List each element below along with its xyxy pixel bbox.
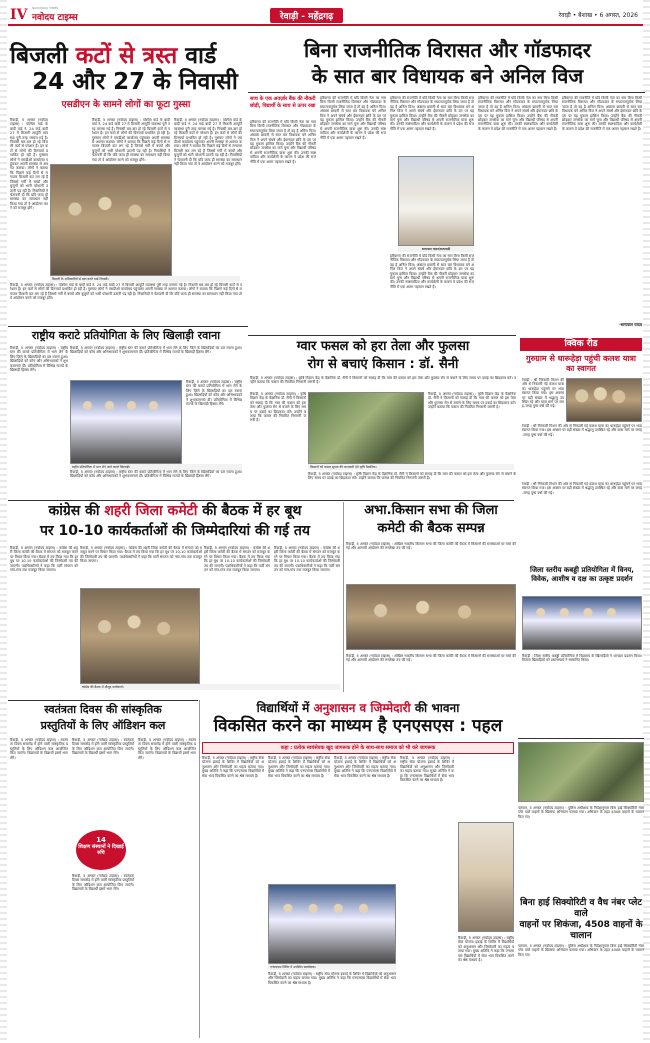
- karate-photo-caption: राष्ट्रीय प्रतियोगिता में भाग लेने जाते कराटे खिलाड़ी।: [70, 464, 242, 470]
- quick-read-photo: [566, 378, 642, 422]
- nss-body-col5: रिवाड़ी, 5 अगस्त (नवोदय टाइम्स) : राष्ट्रीय सेवा योजना इकाई के शिविर में विद्यार्थियों को अनुशासन और जिम्मेदारी का महत्व बताया गया। मुख्य अतिथि ने कहा कि एनएसएस विद्यार्थियों में सेवा भाव विकसित करने का श्रेष्ठ माध्यम है।: [268, 972, 396, 985]
- nss-kicker: कहा : प्रत्येक स्वयंसेवक खुद जागरूक होने के साथ-साथ समाज को भी करे जागरूक: [202, 742, 514, 754]
- vij-byline: -सत्यपाल यादव: [619, 322, 642, 327]
- nss-body-col1: रिवाड़ी, 5 अगस्त (नवोदय टाइम्स) : राष्ट्रीय सेवा योजना इकाई के शिविर में विद्यार्थियों को अनुशासन और जिम्मेदारी का महत्व बताया गया। मुख्य अतिथि ने कहा कि एनएसएस विद्यार्थियों में सेवा भाव विकसित करने का श्रेष्ठ माध्यम है।: [202, 756, 264, 778]
- independence-headline-line2: प्रस्तुतियों के लिए ऑडिशन कल: [40, 719, 166, 732]
- kisan-photo: [346, 584, 516, 650]
- vij-body-col3b: हरियाणा की राजनीति में यदि किसी नेता का नाम बिना किसी राजनीतिक विरासत और गॉडफादर के सफलतापूर्वक लिया जाता है तो वह है अनिल विज। अंबाला छावनी से सात बार विधायक बने अनिल विज ने अपने संघर्ष और ईमानदार छवि के दम पर यह मुकाम हासिल किया। उन्होंने बैंक की नौकरी छोड़कर जनसेवा का मार्ग चुना और विद्यार्थी परिषद से अपनी राजनीतिक यात्रा शुरू की। उनकी स्पष्टवादिता और कार्यशैली के कारण वे प्रदेश की राजनीति में एक अलग पहचान रखते हैं।: [390, 254, 474, 289]
- nss-photo-caption: एनएसएस शिविर में उपस्थित स्वयंसेवक।: [268, 964, 396, 970]
- power-photo-caption: बिजली के अधिकारियों से बात करते वार्ड निवासी।: [50, 276, 240, 282]
- institutions-badge: [76, 830, 126, 870]
- power-headline: बिजली कटों से त्रस्त वार्ड: [10, 43, 217, 69]
- crop-marks-left: [0, 0, 7, 1043]
- congress-body-col4: रिवाड़ी, 5 अगस्त (नवोदय टाइम्स) : कांग्रेस की शहरी जिला कमेटी की बैठक में संगठन को मजबूत करने पर विचार किया गया। बैठक में तय किया गया कि हर बूथ पर 10-10 कार्यकर्ताओं की जिम्मेदारी तय की जाएगी। पदाधिकारियों ने कहा कि पार्टी संगठन को गांव-गांव तक मजबूत किया जाएगा।: [274, 546, 340, 573]
- independence-body-col3: रिवाड़ी, 5 अगस्त (नवोदय टाइम्स) : स्वतंत्रता दिवस समारोह में होने वाली सांस्कृतिक प्रस्तुतियों के लिए ऑडिशन कल आयोजित किए जाएंगे। विद्यालयों के विद्यार्थी इसमें भाग लेंगे।: [72, 874, 134, 892]
- congress-headline-line2: पर 10-10 कार्यकर्ताओं की जिम्मेदारियां की गई तय: [39, 523, 311, 539]
- fodder-photo: [308, 392, 424, 464]
- fodder-body-col1: रिवाड़ी, 5 अगस्त (नवोदय टाइम्स) : कृषि विज्ञान केंद्र के वैज्ञानिक डॉ. सैनी ने किसानों को सलाह दी कि ग्वार की फसल को हरा तेला और फुलसा रोग से बचाने के लिए समय पर दवाई का छिड़काव करें। उन्होंने बताया कि फसल की नियमित निगरानी जरूरी है।: [250, 392, 306, 423]
- nss-body-col3: रिवाड़ी, 5 अगस्त (नवोदय टाइम्स) : राष्ट्रीय सेवा योजना इकाई के शिविर में विद्यार्थियों को अनुशासन और जिम्मेदारी का महत्व बताया गया। मुख्य अतिथि ने कहा कि एनएसएस विद्यार्थियों में सेवा भाव विकसित करने का श्रेष्ठ माध्यम है।: [334, 756, 396, 778]
- vij-body-col1: हरियाणा की राजनीति में यदि किसी नेता का नाम बिना किसी राजनीतिक विरासत और गॉडफादर के सफलतापूर्वक लिया जाता है तो वह है अनिल विज। अंबाला छावनी से सात बार विधायक बने अनिल विज ने अपने संघर्ष और ईमानदार छवि के दम पर यह मुकाम हासिल किया। उन्होंने बैंक की नौकरी छोड़कर जनसेवा का मार्ग चुना और विद्यार्थी परिषद से अपनी राजनीतिक यात्रा शुरू की। उनकी स्पष्टवादिता और कार्यशैली के कारण वे प्रदेश की राजनीति में एक अलग पहचान रखते हैं।: [250, 120, 316, 164]
- power-body-col2: रिवाड़ी, 5 अगस्त (नवोदय टाइम्स) : पश्चिम वार्ड के बादी वार्ड नं. 24 वार्ड बादी 27 में बिजली आपूर्ति व्यवस्था पूरी तरह चरमरा गई है। निवासी बार-बार हो रहे बिजली कटों से परेशान हैं। इन कटों से लोगों की दिनचर्या प्रभावित हो रही है। गुस्साए लोगों ने एसडीओ कार्यालय पहुंचकर अपनी समस्या से अवगत कराया। लोगों ने बताया कि पिछले कई दिनों से लगातार बिजली कट लग रहे हैं जिससे गर्मी में बच्चों और बुजुर्गों को भारी परेशानी उठानी पड़ रही है। निवासियों ने चेतावनी दी कि यदि जल्द ही समस्या का समाधान नहीं किया गया तो वे आंदोलन करने को मजबूर होंगे।: [92, 118, 170, 162]
- paper-sub: NAVODAYA TIMES: [32, 6, 59, 10]
- quick-read-body-col2: रेवाड़ी : श्री निरंकारी मिशन की ओर से निकाली गई कलश यात्रा का धारूहेड़ा पहुंचने पर भव्य स्वागत किया गया। इस अवसर पर बड़ी संख्या में श्रद्धालु उपस्थित रहे और यात्रा मार्ग पर जगह-जगह पुष्प वर्षा की गई।: [522, 424, 642, 437]
- vij-body-col3: हरियाणा की राजनीति में यदि किसी नेता का नाम बिना किसी राजनीतिक विरासत और गॉडफादर के सफलतापूर्वक लिया जाता है तो वह है अनिल विज। अंबाला छावनी से सात बार विधायक बने अनिल विज ने अपने संघर्ष और ईमानदार छवि के दम पर यह मुकाम हासिल किया। उन्होंने बैंक की नौकरी छोड़कर जनसेवा का मार्ग चुना और विद्यार्थी परिषद से अपनी राजनीतिक यात्रा शुरू की। उनकी स्पष्टवादिता और कार्यशैली के कारण वे प्रदेश की राजनीति में एक अलग पहचान रखते हैं।: [390, 96, 474, 131]
- fodder-body-col2: रिवाड़ी, 5 अगस्त (नवोदय टाइम्स) : कृषि विज्ञान केंद्र के वैज्ञानिक डॉ. सैनी ने किसानों को सलाह दी कि ग्वार की फसल को हरा तेला और फुलसा रोग से बचाने के लिए समय पर दवाई का छिड़काव करें। उन्होंने बताया कि फसल की नियमित निगरानी जरूरी है।: [428, 392, 516, 410]
- quick-read-headline: गुरुग्राम से धारूहेड़ा पहुंची कलश यात्रा का स्वागत: [526, 354, 636, 373]
- congress-body-col2: रिवाड़ी, 5 अगस्त (नवोदय टाइम्स) : कांग्रेस की शहरी जिला कमेटी की बैठक में संगठन को मजबूत करने पर विचार किया गया। बैठक में तय किया गया कि हर बूथ पर 10-10 कार्यकर्ताओं की जिम्मेदारी तय की जाएगी। पदाधिकारियों ने कहा कि पार्टी संगठन को गांव-गांव तक मजबूत किया जाएगा।: [80, 546, 202, 564]
- vij-portrait-caption: सत्यपाल यादव/सत्यवादी: [398, 246, 474, 252]
- vij-portrait: [398, 156, 474, 246]
- karate-headline: राष्ट्रीय कराटे प्रतियोगिता के लिए खिलाड़ी रवाना: [31, 329, 221, 342]
- quick-read-body-col1: रेवाड़ी : श्री निरंकारी मिशन की ओर से निकाली गई कलश यात्रा का धारूहेड़ा पहुंचने पर भव्य स्वागत किया गया। इस अवसर पर बड़ी संख्या में श्रद्धालु उपस्थित रहे और यात्रा मार्ग पर जगह-जगह पुष्प वर्षा की गई।: [522, 378, 564, 409]
- page-number: IV: [10, 7, 28, 23]
- vij-kicker: साथ के एक अवर्ज़ार बैंक की नौकरी छोड़ी, विद्यार्थी के साथ से ऊपर रखा: [250, 96, 316, 109]
- vij-headline-line2: के सात बार विधायक बने अनिल विज: [311, 64, 584, 88]
- fodder-headline-line1: ग्वार फसल को हरा तेला और फुलसा: [296, 339, 470, 354]
- quick-read-body-col3: रेवाड़ी : श्री निरंकारी मिशन की ओर से निकाली गई कलश यात्रा का धारूहेड़ा पहुंचने पर भव्य स्वागत किया गया। इस अवसर पर बड़ी संख्या में श्रद्धालु उपस्थित रहे और यात्रा मार्ग पर जगह-जगह पुष्प वर्षा की गई।: [522, 482, 642, 495]
- kisan-headline-line1: अभा.किसान सभा की जिला: [364, 503, 498, 518]
- independence-body-col4: रिवाड़ी, 5 अगस्त (नवोदय टाइम्स) : स्वतंत्रता दिवस समारोह में होने वाली सांस्कृतिक प्रस्तुतियों के लिए ऑडिशन कल आयोजित किए जाएंगे। विद्यालयों के विद्यार्थी इसमें भाग लेंगे।: [138, 738, 196, 760]
- kisan-body-cont: रिवाड़ी, 5 अगस्त (नवोदय टाइम्स) : अखिल भारतीय किसान सभा की जिला कमेटी की बैठक में किसानों की समस्याओं पर चर्चा की गई और आगामी आंदोलन की रूपरेखा तय की गई।: [346, 654, 516, 663]
- security-photo-top: [518, 742, 644, 802]
- power-headline-line2: 24 और 27 के निवासी: [32, 69, 238, 95]
- institutions-count: 14: [96, 836, 106, 844]
- nss-side-photo: [458, 822, 514, 932]
- fodder-body-col3: रिवाड़ी, 5 अगस्त (नवोदय टाइम्स) : कृषि विज्ञान केंद्र के वैज्ञानिक डॉ. सैनी ने किसानों को सलाह दी कि ग्वार की फसल को हरा तेला और फुलसा रोग से बचाने के लिए समय पर दवाई का छिड़काव करें। उन्होंने बताया कि फसल की नियमित निगरानी जरूरी है।: [308, 472, 516, 481]
- edition-badge: रेवाड़ी - महेंद्रगढ़: [270, 8, 343, 23]
- nss-headline-line2: विकसित करने का माध्यम है एनएसएस : पहल: [213, 716, 503, 736]
- karate-body-col3: रिवाड़ी, 5 अगस्त (नवोदय टाइम्स) : राष्ट्रीय स्तर की कराटे प्रतियोगिता में भाग लेने के लिए जिले के खिलाड़ियों का दल रवाना हुआ। खिलाड़ियों को कोच और अभिभावकों ने शुभकामनाएं दीं। प्रतियोगिता में विभिन्न राज्यों के खिलाड़ी हिस्सा लेंगे।: [186, 380, 242, 407]
- security-body-top: पलवल, 5 अगस्त (नवोदय टाइम्स) : पुलिस अधीक्षक के निर्देशानुसार बिना हाई सिक्योरिटी नंबर प्लेट वाले वाहनों के खिलाफ अभियान चलाया गया। अभियान के तहत 4508 वाहनों के चालान किए गए।: [518, 806, 644, 819]
- vij-body-col4: हरियाणा की राजनीति में यदि किसी नेता का नाम बिना किसी राजनीतिक विरासत और गॉडफादर के सफलतापूर्वक लिया जाता है तो वह है अनिल विज। अंबाला छावनी से सात बार विधायक बने अनिल विज ने अपने संघर्ष और ईमानदार छवि के दम पर यह मुकाम हासिल किया। उन्होंने बैंक की नौकरी छोड़कर जनसेवा का मार्ग चुना और विद्यार्थी परिषद से अपनी राजनीतिक यात्रा शुरू की। उनकी स्पष्टवादिता और कार्यशैली के कारण वे प्रदेश की राजनीति में एक अलग पहचान रखते हैं।: [478, 96, 558, 131]
- fodder-body-intro: रिवाड़ी, 5 अगस्त (नवोदय टाइम्स) : कृषि विज्ञान केंद्र के वैज्ञानिक डॉ. सैनी ने किसानों को सलाह दी कि ग्वार की फसल को हरा तेला और फुलसा रोग से बचाने के लिए समय पर दवाई का छिड़काव करें। उन्होंने बताया कि फसल की नियमित निगरानी जरूरी है।: [250, 376, 516, 385]
- congress-rule: [8, 500, 514, 501]
- congress-photo: [80, 588, 200, 684]
- kabaddi-headline: जिला स्तरीय कबड्डी प्रतियोगिता में विनय, विवेक, आशीष व दक्ष का उत्कृष्ट प्रदर्शन: [530, 566, 634, 583]
- nss-body-col2: रिवाड़ी, 5 अगस्त (नवोदय टाइम्स) : राष्ट्रीय सेवा योजना इकाई के शिविर में विद्यार्थियों को अनुशासन और जिम्मेदारी का महत्व बताया गया। मुख्य अतिथि ने कहा कि एनएसएस विद्यार्थियों में सेवा भाव विकसित करने का श्रेष्ठ माध्यम है।: [268, 756, 330, 778]
- nss-vrule: [199, 700, 200, 1038]
- kabaddi-body: रिवाड़ी : जिला स्तरीय कबड्डी प्रतियोगिता में विद्यालय के खिलाड़ियों ने शानदार प्रदर्शन किया। विजेता खिलाड़ियों को प्रधानाचार्य ने सम्मानित किया।: [522, 654, 642, 663]
- independence-body-col1: रिवाड़ी, 5 अगस्त (नवोदय टाइम्स) : स्वतंत्रता दिवस समारोह में होने वाली सांस्कृतिक प्रस्तुतियों के लिए ऑडिशन कल आयोजित किए जाएंगे। विद्यालयों के विद्यार्थी इसमें भाग लेंगे।: [10, 738, 68, 760]
- fodder-headline-line2: रोग से बचाएं किसान : डॉ. सैनी: [307, 357, 459, 372]
- kisan-headline-line2: कमेटी की बैठक सम्पन्न: [377, 521, 485, 536]
- vij-rule: [248, 92, 645, 93]
- independence-rule: [8, 700, 198, 701]
- dateline: रेवाड़ी • बैशाख • 6 अगस्त, 2026: [558, 12, 638, 19]
- karate-body-col1: रिवाड़ी, 5 अगस्त (नवोदय टाइम्स) : राष्ट्रीय स्तर की कराटे प्रतियोगिता में भाग लेने के लिए जिले के खिलाड़ियों का दल रवाना हुआ। खिलाड़ियों को कोच और अभिभावकों ने शुभकामनाएं दीं। प्रतियोगिता में विभिन्न राज्यों के खिलाड़ी हिस्सा लेंगे।: [10, 346, 68, 373]
- karate-body-col2: रिवाड़ी, 5 अगस्त (नवोदय टाइम्स) : राष्ट्रीय स्तर की कराटे प्रतियोगिता में भाग लेने के लिए जिले के खिलाड़ियों का दल रवाना हुआ। खिलाड़ियों को कोच और अभिभावकों ने शुभकामनाएं दीं। प्रतियोगिता में विभिन्न राज्यों के खिलाड़ी हिस्सा लेंगे।: [70, 346, 242, 355]
- nss-body-col4: रिवाड़ी, 5 अगस्त (नवोदय टाइम्स) : राष्ट्रीय सेवा योजना इकाई के शिविर में विद्यार्थियों को अनुशासन और जिम्मेदारी का महत्व बताया गया। मुख्य अतिथि ने कहा कि एनएसएस विद्यार्थियों में सेवा भाव विकसित करने का श्रेष्ठ माध्यम है।: [400, 756, 454, 783]
- independence-headline-line1: स्वतंत्रता दिवस की सांस्कृतिक: [44, 703, 162, 716]
- karate-body-col4: रिवाड़ी, 5 अगस्त (नवोदय टाइम्स) : राष्ट्रीय स्तर की कराटे प्रतियोगिता में भाग लेने के लिए जिले के खिलाड़ियों का दल रवाना हुआ। खिलाड़ियों को कोच और अभिभावकों ने शुभकामनाएं दीं। प्रतियोगिता में विभिन्न राज्यों के खिलाड़ी हिस्सा लेंगे।: [70, 470, 242, 479]
- karate-photo: [70, 380, 182, 464]
- congress-body-col3: रिवाड़ी, 5 अगस्त (नवोदय टाइम्स) : कांग्रेस की शहरी जिला कमेटी की बैठक में संगठन को मजबूत करने पर विचार किया गया। बैठक में तय किया गया कि हर बूथ पर 10-10 कार्यकर्ताओं की जिम्मेदारी तय की जाएगी। पदाधिकारियों ने कहा कि पार्टी संगठन को गांव-गांव तक मजबूत किया जाएगा।: [204, 546, 270, 573]
- kabaddi-photo: [522, 596, 642, 650]
- quick-read-banner: क्विक रीड: [520, 338, 642, 351]
- congress-photo-caption: कांग्रेस की बैठक में मौजूद कार्यकर्ता।: [80, 684, 340, 690]
- power-body-col3: रिवाड़ी, 5 अगस्त (नवोदय टाइम्स) : पश्चिम वार्ड के बादी वार्ड नं. 24 वार्ड बादी 27 में बिजली आपूर्ति व्यवस्था पूरी तरह चरमरा गई है। निवासी बार-बार हो रहे बिजली कटों से परेशान हैं। इन कटों से लोगों की दिनचर्या प्रभावित हो रही है। गुस्साए लोगों ने एसडीओ कार्यालय पहुंचकर अपनी समस्या से अवगत कराया। लोगों ने बताया कि पिछले कई दिनों से लगातार बिजली कट लग रहे हैं जिससे गर्मी में बच्चों और बुजुर्गों को भारी परेशानी उठानी पड़ रही है। निवासियों ने चेतावनी दी कि यदि जल्द ही समस्या का समाधान नहीं किया गया तो वे आंदोलन करने को मजबूर होंगे।: [174, 118, 242, 167]
- vij-body-col5: हरियाणा की राजनीति में यदि किसी नेता का नाम बिना किसी राजनीतिक विरासत और गॉडफादर के सफलतापूर्वक लिया जाता है तो वह है अनिल विज। अंबाला छावनी से सात बार विधायक बने अनिल विज ने अपने संघर्ष और ईमानदार छवि के दम पर यह मुकाम हासिल किया। उन्होंने बैंक की नौकरी छोड़कर जनसेवा का मार्ग चुना और विद्यार्थी परिषद से अपनी राजनीतिक यात्रा शुरू की। उनकी स्पष्टवादिता और कार्यशैली के कारण वे प्रदेश की राजनीति में एक अलग पहचान रखते हैं।: [562, 96, 642, 131]
- nss-headline-line1: विद्यार्थियों में अनुशासन व जिम्मेदारी की भावना: [256, 701, 460, 715]
- kisan-vrule: [343, 502, 344, 692]
- nss-body-col6: रिवाड़ी, 5 अगस्त (नवोदय टाइम्स) : राष्ट्रीय सेवा योजना इकाई के शिविर में विद्यार्थियों को अनुशासन और जिम्मेदारी का महत्व बताया गया। मुख्य अतिथि ने कहा कि एनएसएस विद्यार्थियों में सेवा भाव विकसित करने का श्रेष्ठ माध्यम है।: [458, 936, 514, 963]
- fodder-rule: [248, 335, 516, 336]
- kisan-body-intro: रिवाड़ी, 5 अगस्त (नवोदय टाइम्स) : अखिल भारतीय किसान सभा की जिला कमेटी की बैठक में किसानों की समस्याओं पर चर्चा की गई और आगामी आंदोलन की रूपरेखा तय की गई।: [346, 542, 516, 551]
- security-headline-line1: बिना हाई सिक्योरिटी व वैध नंबर प्लेट वाले: [520, 898, 642, 919]
- paper-name: नवोदय टाइम्स: [32, 13, 78, 23]
- congress-body-col1: रिवाड़ी, 5 अगस्त (नवोदय टाइम्स) : कांग्रेस की शहरी जिला कमेटी की बैठक में संगठन को मजबूत करने पर विचार किया गया। बैठक में तय किया गया कि हर बूथ पर 10-10 कार्यकर्ताओं की जिम्मेदारी तय की जाएगी। पदाधिकारियों ने कहा कि पार्टी संगठन को गांव-गांव तक मजबूत किया जाएगा।: [10, 546, 78, 573]
- power-subhead: एसडीएन के सामने लोगों का फूटा गुस्सा: [61, 100, 191, 110]
- vij-headline-line1: बिना राजनीतिक विरासत और गॉडफादर: [304, 38, 591, 62]
- nss-photo: [268, 884, 396, 964]
- vij-body-col2: हरियाणा की राजनीति में यदि किसी नेता का नाम बिना किसी राजनीतिक विरासत और गॉडफादर के सफलतापूर्वक लिया जाता है तो वह है अनिल विज। अंबाला छावनी से सात बार विधायक बने अनिल विज ने अपने संघर्ष और ईमानदार छवि के दम पर यह मुकाम हासिल किया। उन्होंने बैंक की नौकरी छोड़कर जनसेवा का मार्ग चुना और विद्यार्थी परिषद से अपनी राजनीतिक यात्रा शुरू की। उनकी स्पष्टवादिता और कार्यशैली के कारण वे प्रदेश की राजनीति में एक अलग पहचान रखते हैं।: [320, 96, 386, 140]
- power-photo: [50, 164, 172, 276]
- fodder-photo-caption: किसानों को फसल सुरक्षा की जानकारी देते कृषि वैज्ञानिक।: [308, 464, 514, 470]
- crop-marks-right: [643, 0, 650, 1043]
- security-rule: [518, 738, 644, 739]
- institutions-label: शिक्षण संस्थानों ने दिखाई रुचि: [78, 844, 124, 856]
- independence-body-col2: रिवाड़ी, 5 अगस्त (नवोदय टाइम्स) : स्वतंत्रता दिवस समारोह में होने वाली सांस्कृतिक प्रस्तुतियों के लिए ऑडिशन कल आयोजित किए जाएंगे। विद्यालयों के विद्यार्थी इसमें भाग लेंगे।: [72, 738, 134, 756]
- karate-rule: [8, 326, 248, 327]
- power-body-cont: रिवाड़ी, 5 अगस्त (नवोदय टाइम्स) : पश्चिम वार्ड के बादी वार्ड नं. 24 वार्ड बादी 27 में बिजली आपूर्ति व्यवस्था पूरी तरह चरमरा गई है। निवासी बार-बार हो रहे बिजली कटों से परेशान हैं। इन कटों से लोगों की दिनचर्या प्रभावित हो रही है। गुस्साए लोगों ने एसडीओ कार्यालय पहुंचकर अपनी समस्या से अवगत कराया। लोगों ने बताया कि पिछले कई दिनों से लगातार बिजली कट लग रहे हैं जिससे गर्मी में बच्चों और बुजुर्गों को भारी परेशानी उठानी पड़ रही है। निवासियों ने चेतावनी दी कि यदि जल्द ही समस्या का समाधान नहीं किया गया तो वे आंदोलन करने को मजबूर होंगे।: [10, 283, 242, 301]
- congress-headline: कांग्रेस की शहरी जिला कमेटी की बैठक में हर बूथ: [48, 503, 302, 519]
- security-headline-line2: वाहनों पर शिकंजा, 4508 वाहनों के चालान: [519, 920, 643, 941]
- power-body-col1: रिवाड़ी, 5 अगस्त (नवोदय टाइम्स) : पश्चिम वार्ड के बादी वार्ड नं. 24 वार्ड बादी 27 में बिजली आपूर्ति व्यवस्था पूरी तरह चरमरा गई है। निवासी बार-बार हो रहे बिजली कटों से परेशान हैं। इन कटों से लोगों की दिनचर्या प्रभावित हो रही है। गुस्साए लोगों ने एसडीओ कार्यालय पहुंचकर अपनी समस्या से अवगत कराया। लोगों ने बताया कि पिछले कई दिनों से लगातार बिजली कट लग रहे हैं जिससे गर्मी में बच्चों और बुजुर्गों को भारी परेशानी उठानी पड़ रही है। निवासियों ने चेतावनी दी कि यदि जल्द ही समस्या का समाधान नहीं किया गया तो वे आंदोलन करने को मजबूर होंगे।: [10, 118, 48, 211]
- security-body: पलवल, 5 अगस्त (नवोदय टाइम्स) : पुलिस अधीक्षक के निर्देशानुसार बिना हाई सिक्योरिटी नंबर प्लेट वाले वाहनों के खिलाफ अभियान चलाया गया। अभियान के तहत 4508 वाहनों के चालान किए गए।: [518, 944, 644, 957]
